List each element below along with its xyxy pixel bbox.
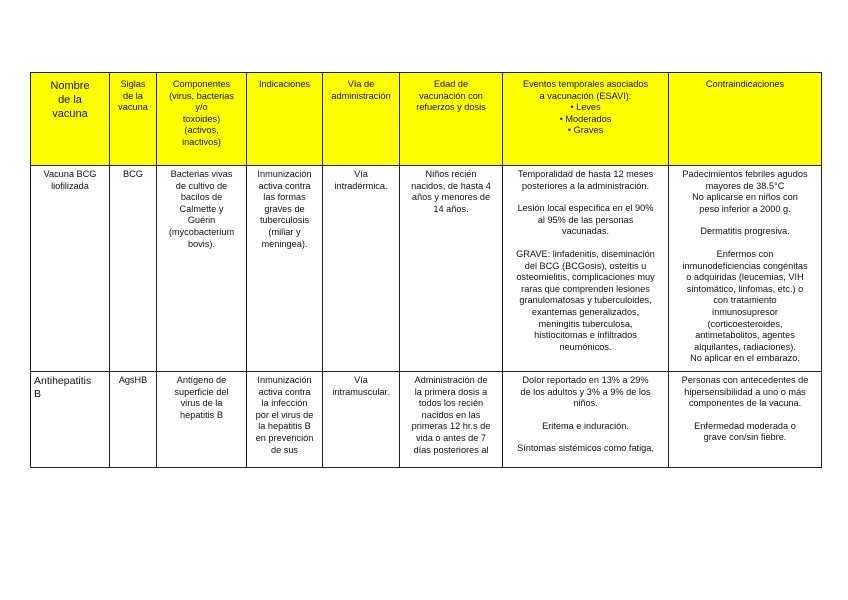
cell-line: (mycobacterium <box>168 226 235 237</box>
cell-edad <box>400 166 503 372</box>
cell-line: años y menores de <box>411 192 491 203</box>
header-eventos <box>503 73 669 166</box>
cell-line: todos los recién <box>418 398 484 409</box>
cell-line: a vacunación (ESAVI): <box>539 90 632 101</box>
cell-line: al 95% de las personas <box>537 214 634 225</box>
cell-line: Vacuna BCG <box>43 169 97 179</box>
cell-line: Antígeno de <box>176 375 227 385</box>
cell-line: Contraindicaciones <box>705 79 785 89</box>
table-row <box>31 372 822 468</box>
cell-line: las formas <box>263 192 306 203</box>
cell-indicaciones <box>247 166 323 372</box>
cell-line: del BCG (BCGosis), osteítis u <box>524 260 647 271</box>
cell-line: hepatitis B <box>180 409 223 420</box>
cell-line: (corticoesteroides, <box>707 318 783 329</box>
cell-paragraph <box>506 443 665 455</box>
cell-line: vacuna <box>52 108 88 120</box>
cell-line: con tratamiento <box>713 295 777 306</box>
cell-line: activa contra <box>258 180 311 191</box>
cell-line: la primera dosis a <box>414 386 488 397</box>
cell-line: Edad de <box>433 79 469 89</box>
cell-line: granulomatosas y tuberculoides, <box>519 295 652 306</box>
cell-line: intradérmica. <box>334 180 388 191</box>
cell-paragraph <box>506 169 665 192</box>
cell-line: Indicaciones <box>258 79 311 89</box>
cell-via <box>323 166 400 372</box>
cell-edad <box>400 372 503 468</box>
cell-line: componentes de la vacuna. <box>688 398 802 409</box>
cell-siglas: AgsHB <box>110 372 157 468</box>
cell-paragraph <box>506 249 665 353</box>
cell-line: Eventos temporales asociados <box>522 79 649 89</box>
cell-line: • Graves <box>567 125 604 136</box>
cell-line: Dolor reportado en 13% a 29% <box>522 375 649 385</box>
cell-eventos <box>503 372 669 468</box>
cell-line: intramuscular. <box>332 386 390 397</box>
cell-line: peso inferior a 2000 g. <box>699 203 791 214</box>
cell-line: refuerzos y dosis <box>416 102 486 113</box>
cell-line: raras que comprenden lesiones <box>521 283 650 294</box>
cell-line: Vía <box>354 375 368 385</box>
cell-line: primeras 12 hr.s de <box>411 421 491 432</box>
cell-line: activa contra <box>258 386 311 397</box>
cell-line: virus de la <box>180 398 223 409</box>
cell-line: vacunadas. <box>562 226 609 237</box>
cell-eventos <box>503 166 669 372</box>
cell-line: inactivos) <box>182 136 221 147</box>
cell-line: Enfermedad moderada o <box>694 420 796 431</box>
cell-line: la hepatitis B <box>258 421 311 432</box>
cell-line: hipersensibilidad a uno o más <box>684 386 806 397</box>
header-contraindicaciones <box>669 73 822 166</box>
cell-line: 14 años. <box>433 203 469 214</box>
header-nombre <box>31 73 110 166</box>
cell-line: Bacterias vivas <box>170 169 233 179</box>
cell-line: de la <box>58 94 82 106</box>
cell-line: B <box>34 388 42 400</box>
cell-line: administración <box>331 90 391 101</box>
cell-line: de la <box>123 90 143 101</box>
cell-line: Niños recién <box>425 169 477 179</box>
header-indicaciones <box>247 73 323 166</box>
cell-line: tuberculosis <box>259 215 310 226</box>
cell-line: en prevención <box>255 432 314 443</box>
cell-line: • Leves <box>570 102 601 113</box>
cell-paragraph <box>672 421 818 444</box>
cell-line: Inmunización <box>257 169 312 179</box>
cell-line: Enfermos con <box>716 248 774 259</box>
cell-siglas: BCG <box>110 166 157 372</box>
cell-line: de sus <box>270 444 299 455</box>
cell-line: vida o antes de 7 <box>416 432 486 443</box>
header-via <box>323 73 400 166</box>
cell-line: nacidos en las <box>421 409 481 420</box>
table-header-row <box>31 73 822 166</box>
cell-line: GRAVE: linfadenitis, diseminación <box>516 248 655 259</box>
cell-line: Antihepatitis <box>34 375 92 387</box>
cell-line: superficie del <box>174 386 229 397</box>
header-siglas <box>110 73 157 166</box>
cell-line: meningitis tuberculosa, <box>538 318 633 329</box>
cell-componentes <box>157 372 247 468</box>
cell-paragraph <box>506 421 665 433</box>
cell-paragraph <box>672 375 818 410</box>
cell-nombre <box>31 372 110 468</box>
cell-line: sintomático, linfomas, etc.) o <box>686 283 804 294</box>
cell-line: Vía de <box>347 79 375 89</box>
cell-line: Vía <box>354 169 368 179</box>
cell-line: histiocitomas e infiltrados <box>534 330 637 341</box>
cell-paragraph <box>506 375 665 410</box>
cell-contraindicaciones <box>669 166 822 372</box>
cell-line: de los adultos y 3% a 9% de los <box>520 386 651 397</box>
cell-line: vacuna <box>118 102 148 113</box>
cell-line: posteriores a la administración. <box>521 180 650 191</box>
header-componentes <box>157 73 247 166</box>
cell-line: antimetabolitos, agentes <box>695 330 795 341</box>
table-row <box>31 166 822 372</box>
cell-line: exantemas generalizados, <box>531 306 640 317</box>
cell-line: Eritema e induración. <box>542 420 629 431</box>
cell-line: osteomielitis, complicaciones muy <box>516 272 655 283</box>
cell-line: bovis). <box>187 238 216 249</box>
cell-indicaciones <box>247 372 323 468</box>
vaccine-table <box>30 72 822 468</box>
cell-line: nacidos, de hasta 4 <box>411 180 491 191</box>
cell-line: mayores de 38.5°C <box>705 180 785 191</box>
cell-line: Lesión local específica en el 90% <box>517 203 654 214</box>
cell-line: Guérin <box>187 215 216 226</box>
cell-line: (virus, bacterias <box>169 90 234 101</box>
cell-line: de cultivo de <box>175 180 228 191</box>
cell-line: grave con/sin fiebre. <box>703 432 787 443</box>
cell-line: (miliar y <box>268 226 301 237</box>
cell-line: inmunosupresor <box>712 306 778 317</box>
cell-line: No aplicar en el embarazo. <box>690 353 800 364</box>
cell-line: inmunodeficiencias congénitas <box>682 260 808 271</box>
cell-line: Administración de <box>414 375 488 385</box>
cell-componentes <box>157 166 247 372</box>
cell-paragraph <box>506 203 665 238</box>
cell-paragraph <box>672 249 818 365</box>
cell-line: Inmunización <box>257 375 312 385</box>
cell-line: neumónicos. <box>559 341 612 352</box>
cell-line: Padecimientos febriles agudos <box>682 169 808 179</box>
cell-line: (activos, <box>184 125 219 136</box>
cell-line: días posteriores al <box>413 444 489 455</box>
cell-contraindicaciones <box>669 372 822 468</box>
cell-line: Temporalidad de hasta 12 meses <box>517 169 654 179</box>
cell-line: Componentes <box>172 79 231 89</box>
cell-line: graves de <box>264 203 305 214</box>
cell-line: niños. <box>573 398 598 409</box>
cell-line: No aplicarse en niños con <box>692 192 798 203</box>
cell-line: • Moderados <box>559 113 612 124</box>
cell-line: por el virus de <box>255 409 314 420</box>
cell-line: bacilos de <box>180 192 223 203</box>
header-edad <box>400 73 503 166</box>
cell-line: Nombre <box>50 80 90 92</box>
cell-line: Síntomas sistémicos como fatiga, <box>517 443 654 454</box>
cell-line: toxoides) <box>182 113 221 124</box>
cell-line: Calmette y <box>179 203 224 214</box>
cell-paragraph <box>672 169 818 215</box>
cell-paragraph <box>672 226 818 238</box>
cell-line: y/o <box>195 102 208 113</box>
cell-line: alquilantes, radiaciones). <box>694 341 796 352</box>
cell-line: la infección <box>261 398 308 409</box>
cell-line: vacunación con <box>419 90 483 101</box>
cell-line: Dermatitis progresiva. <box>700 226 790 237</box>
cell-via <box>323 372 400 468</box>
cell-line: Personas con antecedentes de <box>681 375 809 385</box>
cell-line: Siglas <box>120 79 146 89</box>
cell-nombre <box>31 166 110 372</box>
cell-line: liofilizada <box>51 180 89 191</box>
cell-line: o adquiridas (leucemias, VIH <box>686 272 804 283</box>
cell-line: meningea). <box>261 238 308 249</box>
